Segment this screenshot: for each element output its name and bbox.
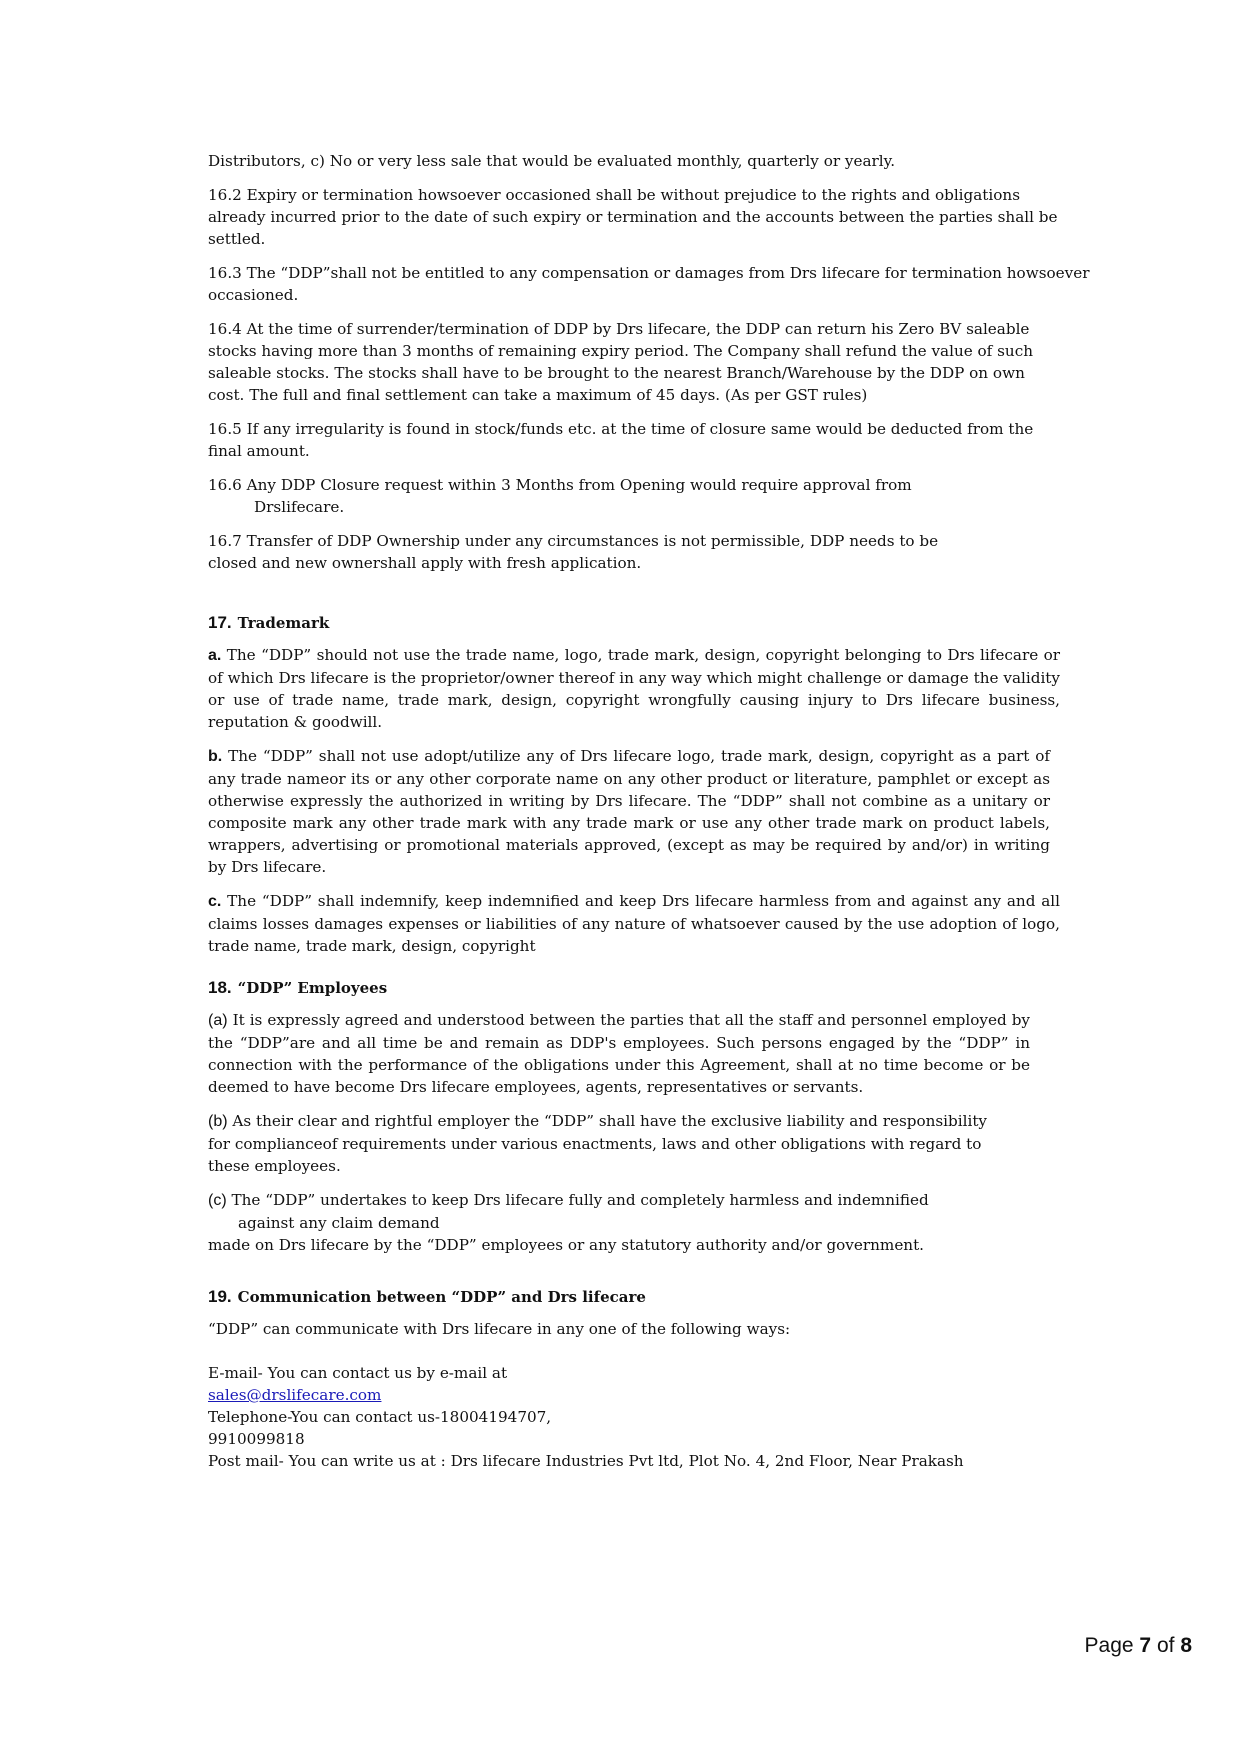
clause-text: If any irregularity is found in stock/funds etc. at the time of closure same would be deducted from the final amount. — [208, 420, 1034, 460]
clause-number: 16.3 — [208, 264, 242, 282]
clause-16-3 — [208, 262, 1108, 306]
section-number: 17. — [208, 613, 232, 632]
clause-text: Transfer of DDP Ownership under any circumstances is not permissible, DDP needs to be closed and new ownershall apply with fresh application. — [208, 532, 939, 572]
email-link[interactable]: sales@drslifecare.com — [208, 1386, 382, 1404]
item-text: The “DDP” shall not use adopt/utilize any of Drs lifecare logo, trade mark, design, copyright as a part of any trade nameor its or any other corporate name on any other product or literature, pamphlet or except as otherwise expressly the authorized in writing by Drs lifecare. The “DDP” shall not combine as a unitary or composite mark any other trade mark with any trade mark or use any other trade mark on product labels, wrappers, advertising or promotional materials approved, (except as may be required by and/or) in writing by Drs lifecare. — [208, 747, 1050, 876]
item-text: The “DDP” undertakes to keep Drs lifecare fully and completely harmless and indemnified — [231, 1191, 929, 1209]
clause-16-7 — [208, 530, 968, 574]
email-line: E-mail- You can contact us by e-mail at — [208, 1364, 508, 1382]
item-label: c. — [208, 893, 222, 910]
item-label: a. — [208, 647, 222, 664]
current-page: 7 — [1139, 1634, 1152, 1657]
total-pages: 8 — [1180, 1634, 1192, 1657]
telephone-line: Telephone-You can contact us-18004194707, — [208, 1408, 552, 1426]
clause-16-6 — [208, 474, 1108, 518]
item-tail: made on Drs lifecare by the “DDP” employees or any statutory authority and/or government. — [208, 1236, 925, 1254]
employees-item-a — [208, 1009, 1030, 1098]
section-number: 18. — [208, 978, 232, 997]
item-text: It is expressly agreed and understood between the parties that all the staff and personnel employed by the “DDP”are and all time be and remain as DDP's employees. Such persons engaged by the “DDP” in connection with the performance of the obligations under this Agreement, shall at no time become or be deemed to have become Drs lifecare employees, agents, representatives or servants. — [208, 1011, 1030, 1096]
section-title: Communication between “DDP” and Drs lifecare — [237, 1288, 646, 1306]
clause-tail: occasioned. — [208, 286, 299, 304]
clause-number: 16.5 — [208, 420, 242, 438]
trademark-item-c — [208, 890, 1060, 957]
post-mail-line: Post mail- You can write us at : Drs lifecare Industries Pvt ltd, Plot No. 4, 2nd Floor, Near Prakash — [208, 1452, 964, 1470]
employees-item-c — [208, 1189, 1108, 1256]
trademark-item-b — [208, 745, 1050, 878]
item-label: (a) — [208, 1012, 228, 1029]
section-number: 19. — [208, 1287, 232, 1306]
clause-wrap: Drslifecare. — [254, 498, 345, 516]
clause-16-2 — [208, 184, 1058, 250]
item-text: The “DDP” shall indemnify, keep indemnified and keep Drs lifecare harmless from and against any and all claims losses damages expenses or liabilities of any nature of whatsoever caused by the use adoption of logo, trade name, trade mark, design, copyright — [208, 892, 1061, 955]
section-17-heading — [208, 612, 1108, 634]
page-number-footer — [1085, 1634, 1192, 1658]
of-label: of — [1156, 1634, 1175, 1657]
document-body — [208, 150, 1108, 1472]
telephone-alt: 9910099818 — [208, 1430, 305, 1448]
continuation-text: Distributors, c) No or very less sale that would be evaluated monthly, quarterly or yearly. — [208, 152, 896, 170]
clause-text: Expiry or termination howsoever occasioned shall be without prejudice to the rights and obligations already incurred prior to the date of such expiry or termination and the accounts between the parties shall be settled. — [208, 186, 1058, 248]
clause-text: Any DDP Closure request within 3 Months from Opening would require approval from — [246, 476, 912, 494]
item-label: (c) — [208, 1192, 227, 1209]
clause-text: At the time of surrender/termination of DDP by Drs lifecare, the DDP can return his Zero BV saleable stocks having more than 3 months of remaining expiry period. The Company shall refund the value of such saleable stocks. The stocks shall have to be brought to the nearest Branch/Warehouse by the DDP on own cost. The full and final settlement can take a maximum of 45 days. (As per GST rules) — [208, 320, 1033, 404]
clause-number: 16.2 — [208, 186, 242, 204]
clause-text: The “DDP”shall not be entitled to any compensation or damages from Drs lifecare for termination howsoever — [246, 264, 1090, 282]
clause-number: 16.6 — [208, 476, 242, 494]
clause-16-5 — [208, 418, 1058, 462]
section-19-heading — [208, 1286, 1108, 1308]
section-title: Trademark — [237, 614, 330, 632]
communication-intro: “DDP” can communicate with Drs lifecare in any one of the following ways: — [208, 1320, 791, 1338]
clause-number: 16.4 — [208, 320, 242, 338]
item-label: b. — [208, 748, 223, 765]
item-wrap: against any claim demand — [238, 1214, 440, 1232]
item-text: The “DDP” should not use the trade name, logo, trade mark, design, copyright belonging to Drs lifecare or of which Drs lifecare is the proprietor/owner thereof in any way which might challenge or damage the validity or use of trade name, trade mark, design, copyright wrongfully causing injury to Drs lifecare business, reputation & goodwill. — [208, 646, 1061, 731]
trademark-item-a — [208, 644, 1060, 733]
clause-number: 16.7 — [208, 532, 242, 550]
section-18-heading — [208, 977, 1108, 999]
page-prefix: Page — [1084, 1634, 1134, 1657]
item-label: (b) — [208, 1113, 228, 1130]
clause-16-4 — [208, 318, 1058, 406]
section-title: “DDP” Employees — [237, 979, 388, 997]
item-text: As their clear and rightful employer the “DDP” shall have the exclusive liability and responsibility for complianceof requirements under various enactments, laws and other obligations with regard to these employees. — [208, 1112, 988, 1175]
employees-item-b — [208, 1110, 1008, 1177]
